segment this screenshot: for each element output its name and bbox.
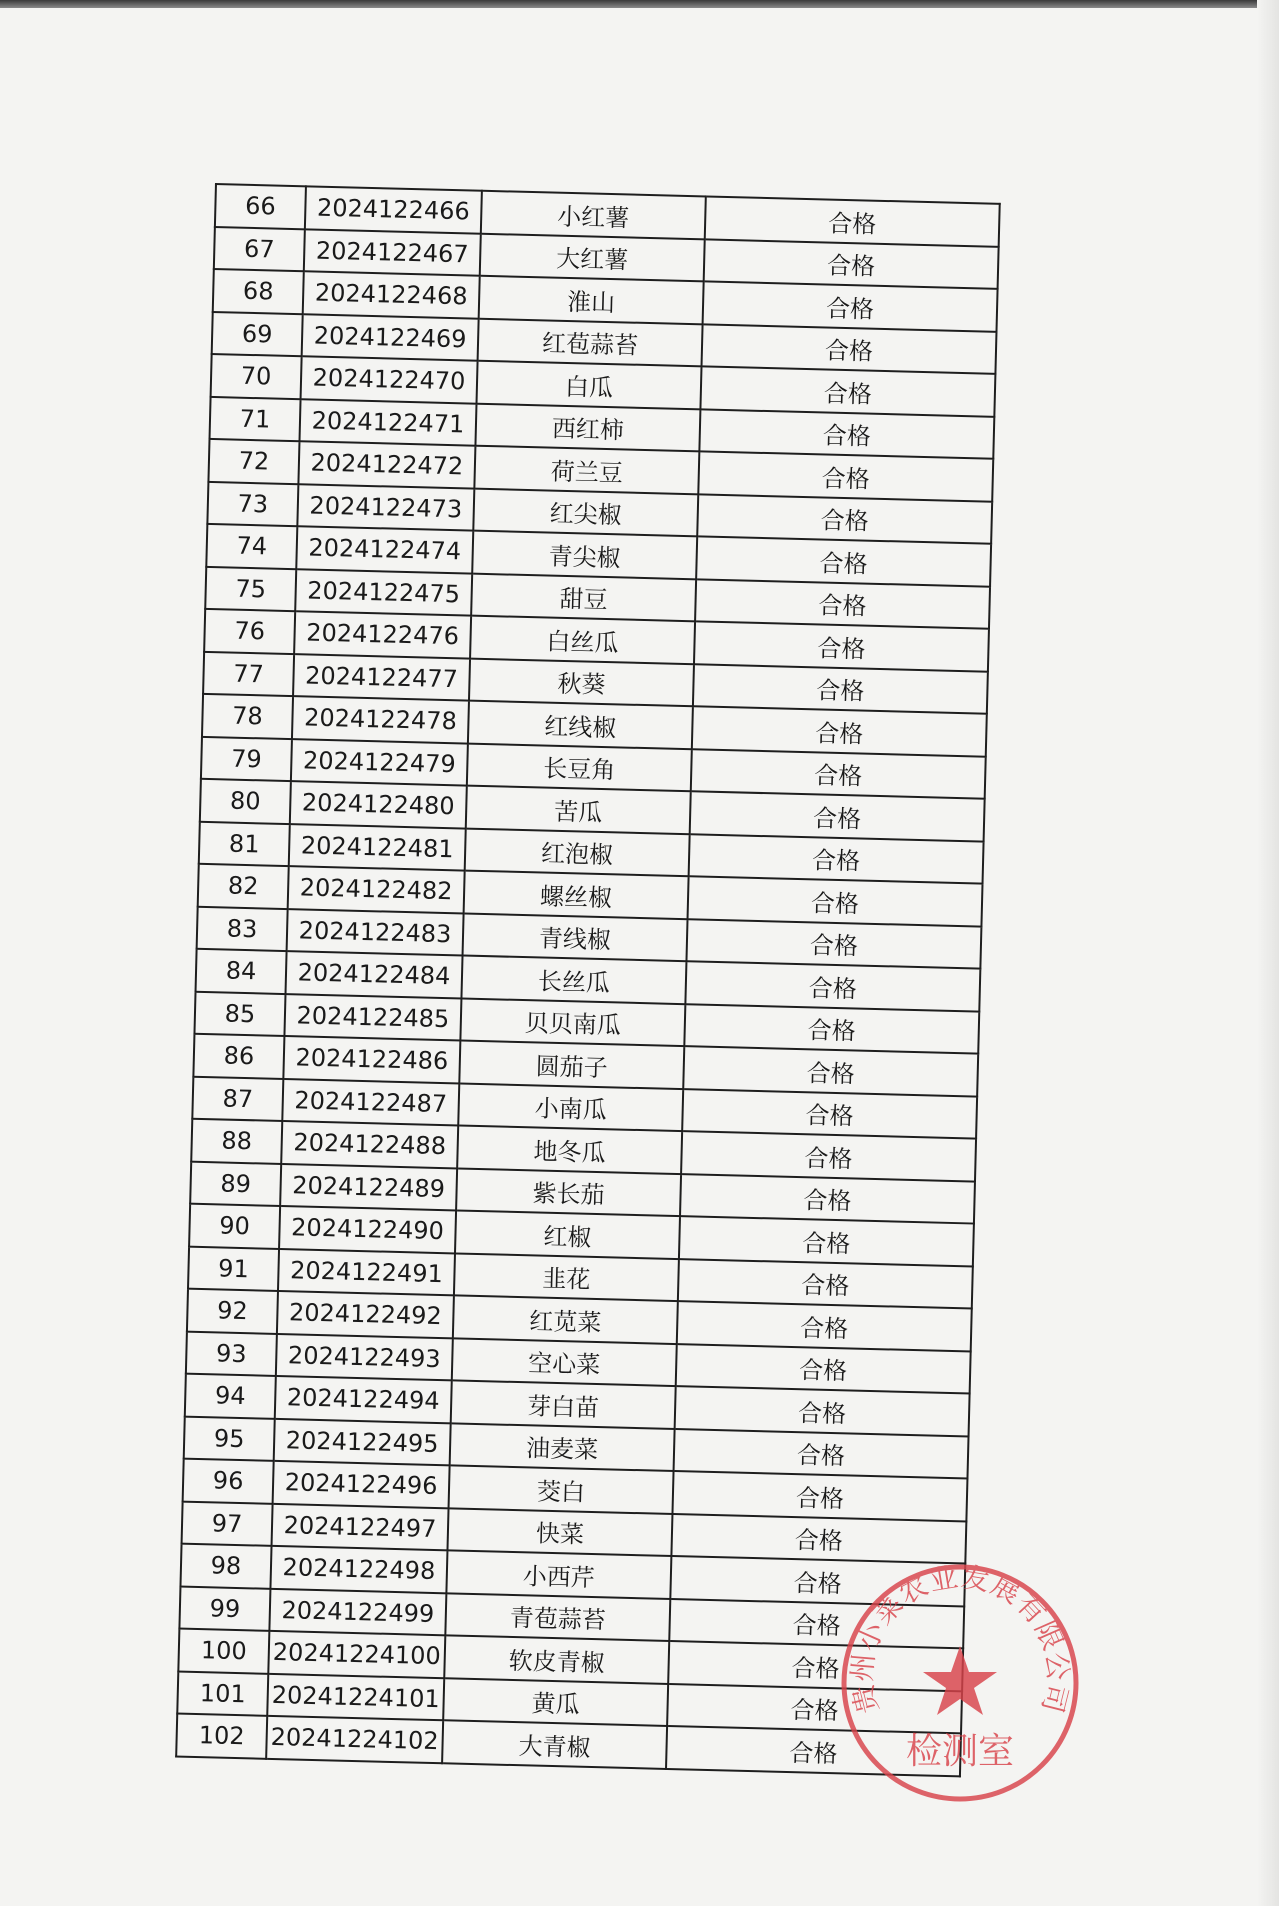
sample-code-cell: 2024122472 [298,441,475,488]
result-cell: 合格 [695,579,990,629]
sample-name-cell: 黄瓜 [443,1678,668,1726]
row-number-cell: 99 [179,1586,270,1631]
result-cell: 合格 [668,1641,963,1691]
sample-code-cell: 2024122475 [295,569,472,616]
result-cell: 合格 [690,791,985,841]
result-cell: 合格 [669,1598,964,1648]
stamp-outer-text: 贵州小菜农业发展有限公司 [845,1560,1075,1717]
sample-code-cell: 2024122467 [304,229,481,276]
sample-name-cell: 甜豆 [471,573,696,621]
result-cell: 合格 [686,919,981,969]
row-number-cell: 71 [210,396,301,441]
inspection-results-sheet [175,183,1001,1777]
sample-name-cell: 芽白苗 [451,1380,676,1428]
result-cell: 合格 [670,1556,965,1606]
sample-name-cell: 圆茄子 [459,1040,684,1088]
row-number-cell: 89 [190,1161,281,1206]
sample-name-cell: 大红薯 [480,233,705,281]
sample-code-cell: 2024122499 [269,1588,446,1635]
result-cell: 合格 [700,366,995,416]
row-number-cell: 102 [176,1714,267,1759]
sample-name-cell: 苦瓜 [466,786,691,834]
result-cell: 合格 [694,621,989,671]
sample-code-cell: 2024122482 [288,866,465,913]
sample-code-cell: 2024122496 [273,1461,450,1508]
result-cell: 合格 [688,876,983,926]
result-cell: 合格 [693,664,988,714]
row-number-cell: 67 [214,227,305,272]
sample-code-cell: 2024122498 [270,1546,447,1593]
result-cell: 合格 [692,706,987,756]
sample-code-cell: 2024122488 [281,1121,458,1168]
sample-code-cell: 2024122494 [275,1376,452,1423]
sample-code-cell: 2024122477 [293,654,470,701]
sample-code-cell: 2024122469 [302,314,479,361]
result-cell: 合格 [675,1386,970,1436]
sample-name-cell: 青线椒 [463,913,688,961]
sample-code-cell: 2024122484 [286,951,463,998]
result-cell: 合格 [703,281,998,331]
stamp-inner-text: 检测室 [905,1731,1015,1772]
sample-code-cell: 2024122493 [276,1333,453,1380]
result-cell: 合格 [683,1046,978,1096]
row-number-cell: 74 [206,524,297,569]
sample-name-cell: 快菜 [447,1508,672,1556]
result-cell: 合格 [681,1131,976,1181]
row-number-cell: 76 [204,609,295,654]
row-number-cell: 66 [215,184,306,229]
row-number-cell: 86 [193,1034,284,1079]
sample-name-cell: 紫长茄 [456,1168,681,1216]
sample-code-cell: 2024122480 [290,781,467,828]
result-cell: 合格 [684,1004,979,1054]
sample-code-cell: 2024122470 [301,356,478,403]
result-cell: 合格 [689,834,984,884]
result-cell: 合格 [697,494,992,544]
result-cell: 合格 [672,1471,967,1521]
sample-name-cell: 茭白 [449,1465,674,1513]
sample-name-cell: 韭花 [454,1253,679,1301]
sample-code-cell: 20241224101 [267,1673,444,1720]
stamp-star-icon [923,1646,997,1715]
result-cell: 合格 [680,1174,975,1224]
row-number-cell: 100 [178,1629,269,1674]
sample-name-cell: 红泡椒 [465,828,690,876]
sample-name-cell: 红线椒 [468,701,693,749]
sample-name-cell: 空心菜 [452,1338,677,1386]
row-number-cell: 69 [212,311,303,356]
sample-code-cell: 2024122487 [282,1079,459,1126]
sample-code-cell: 2024122476 [294,611,471,658]
sample-name-cell: 大青椒 [442,1720,667,1768]
row-number-cell: 93 [186,1331,277,1376]
row-number-cell: 78 [202,694,293,739]
row-number-cell: 68 [213,269,304,314]
row-number-cell: 101 [177,1671,268,1716]
inspection-results-table [175,183,1001,1777]
result-cell: 合格 [667,1683,962,1733]
sample-name-cell: 油麦菜 [450,1423,675,1471]
result-cell: 合格 [685,961,980,1011]
row-number-cell: 73 [207,481,298,526]
sample-code-cell: 2024122479 [291,739,468,786]
row-number-cell: 95 [184,1416,275,1461]
sample-code-cell: 2024122466 [305,186,482,233]
row-number-cell: 81 [199,821,290,866]
row-number-cell: 72 [208,439,299,484]
sample-name-cell: 贝贝南瓜 [460,998,685,1046]
result-cell: 合格 [698,451,993,501]
row-number-cell: 98 [180,1544,271,1589]
result-cell: 合格 [691,749,986,799]
sample-name-cell: 红苞蒜苔 [478,318,703,366]
row-number-cell: 96 [183,1459,274,1504]
sample-name-cell: 小南瓜 [458,1083,683,1131]
result-cell: 合格 [704,239,999,289]
row-number-cell: 84 [196,949,287,994]
result-cell: 合格 [671,1514,966,1564]
result-cell: 合格 [674,1429,969,1479]
sample-name-cell: 地冬瓜 [457,1125,682,1173]
sample-code-cell: 2024122492 [277,1291,454,1338]
sample-code-cell: 2024122495 [274,1418,451,1465]
sample-code-cell: 2024122473 [297,484,474,531]
sample-name-cell: 小红薯 [481,191,706,239]
row-number-cell: 97 [182,1501,273,1546]
sample-name-cell: 淮山 [479,276,704,324]
row-number-cell: 75 [205,566,296,611]
sample-name-cell: 红椒 [455,1210,680,1258]
sample-code-cell: 2024122489 [280,1163,457,1210]
scan-top-edge [0,0,1279,8]
row-number-cell: 77 [203,651,294,696]
result-cell: 合格 [702,324,997,374]
row-number-cell: 83 [197,906,288,951]
row-number-cell: 70 [211,354,302,399]
result-cell: 合格 [705,196,1000,246]
sample-code-cell: 2024122478 [292,696,469,743]
result-cell: 合格 [679,1216,974,1266]
row-number-cell: 85 [194,991,285,1036]
sample-name-cell: 青尖椒 [472,531,697,579]
sample-code-cell: 2024122491 [278,1248,455,1295]
result-cell: 合格 [682,1089,977,1139]
sample-name-cell: 长丝瓜 [461,956,686,1004]
row-number-cell: 82 [198,864,289,909]
sample-code-cell: 2024122483 [287,909,464,956]
sample-name-cell: 螺丝椒 [464,871,689,919]
row-number-cell: 87 [192,1076,283,1121]
row-number-cell: 79 [201,736,292,781]
sample-name-cell: 青苞蒜苔 [445,1593,670,1641]
row-number-cell: 88 [191,1119,282,1164]
sample-name-cell: 荷兰豆 [474,446,699,494]
sample-name-cell: 西红柿 [475,403,700,451]
sample-name-cell: 小西芹 [446,1550,671,1598]
sample-code-cell: 2024122490 [279,1206,456,1253]
result-cell: 合格 [678,1259,973,1309]
table-body [176,184,1000,1776]
result-cell: 合格 [677,1301,972,1351]
sample-code-cell: 2024122468 [303,271,480,318]
sample-name-cell: 红尖椒 [473,488,698,536]
sample-name-cell: 长豆角 [467,743,692,791]
row-number-cell: 90 [189,1204,280,1249]
result-cell: 合格 [696,536,991,586]
sample-name-cell: 秋葵 [469,658,694,706]
row-number-cell: 92 [187,1289,278,1334]
result-cell: 合格 [666,1726,961,1776]
sample-code-cell: 20241224100 [268,1631,445,1678]
row-number-cell: 91 [188,1246,279,1291]
sample-name-cell: 红苋菜 [453,1295,678,1343]
sample-code-cell: 2024122497 [272,1503,449,1550]
sample-code-cell: 2024122485 [284,994,461,1041]
sample-code-cell: 2024122481 [289,824,466,871]
sample-name-cell: 软皮青椒 [444,1635,669,1683]
row-number-cell: 80 [200,779,291,824]
company-seal-stamp [835,1558,1085,1808]
sample-code-cell: 2024122471 [299,399,476,446]
sample-name-cell: 白瓜 [477,361,702,409]
result-cell: 合格 [676,1344,971,1394]
sample-code-cell: 2024122486 [283,1036,460,1083]
sample-name-cell: 白丝瓜 [470,616,695,664]
row-number-cell: 94 [185,1374,276,1419]
scan-right-edge [1257,0,1279,1906]
sample-code-cell: 20241224102 [266,1716,443,1763]
sample-code-cell: 2024122474 [296,526,473,573]
result-cell: 合格 [699,409,994,459]
